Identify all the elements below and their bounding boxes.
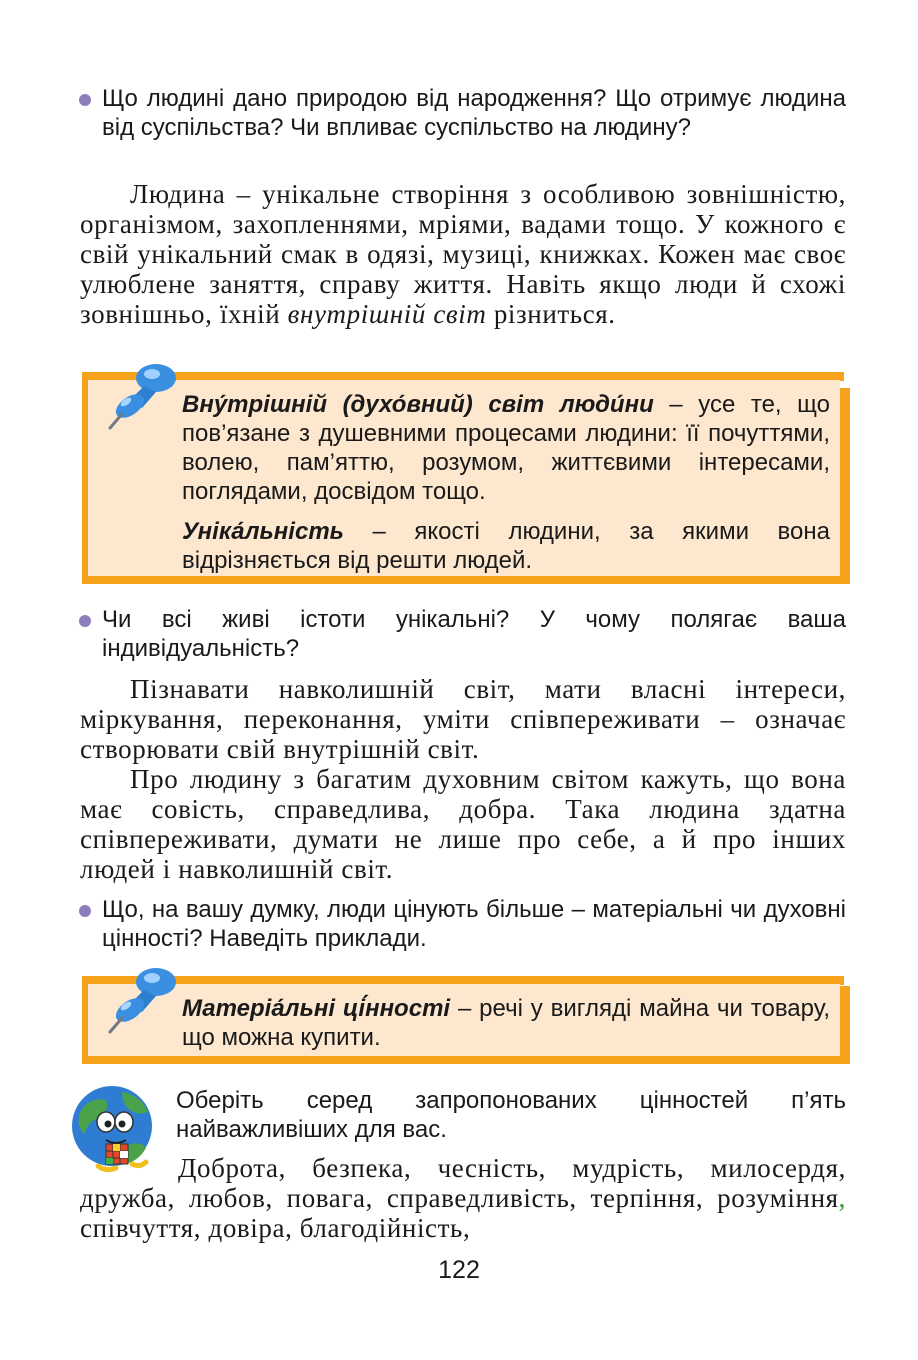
question-2-text: Чи всі живі істоти унікальні? У чому полягає ваша індивідуальність?	[102, 606, 846, 662]
question-1	[78, 84, 846, 142]
term-inner-world: Вну́трішній (духо́вний) світ люди́ни	[182, 391, 654, 418]
definition-box-2	[82, 976, 850, 1064]
paragraph-1	[80, 179, 846, 329]
task-instruction: Оберіть серед запропонованих цінностей п’ять найважливіших для вас.	[176, 1087, 846, 1143]
green-comma: ,	[838, 1183, 846, 1213]
question-3-text: Що, на вашу думку, люди цінують більше – матеріальні чи духовні цінності? Наведіть приклади.	[102, 896, 846, 952]
values-list-text-end: співчуття, довіра, благодійність,	[80, 1213, 471, 1243]
definition-inner-world: – усе те, що пов’язане з душевними процесами людини: її почуттями, волею, пам’яттю, розумом, життєвими інтересами, поглядами, досвідом тощо.	[182, 391, 830, 505]
term-material-values: Матеріа́льні ці́нності	[182, 995, 451, 1022]
definition-2-text	[182, 994, 830, 1063]
definition-uniqueness: – якості людини, за якими вона відрізняється від решти людей.	[182, 518, 830, 574]
pushpin-icon	[100, 356, 180, 442]
paragraph-3: Про людину з багатим духовним світом кажуть, що вона має совість, справедлива, добра. Така людина здатна співпереживати, думати не лише про себе, а й про інших людей і навколишній світ.	[80, 764, 846, 884]
inner-world-emphasis: внутрішній світ	[287, 299, 487, 329]
bullet-icon	[79, 94, 91, 106]
definition-1-text	[182, 390, 830, 586]
pushpin-icon	[100, 960, 180, 1046]
paragraph-2: Пізнавати навколишній світ, мати власні інтереси, міркування, переконання, уміти співпереживати – означає створювати свій внутрішній світ.	[80, 674, 846, 764]
page-number: 122	[438, 1256, 480, 1284]
bullet-icon	[79, 905, 91, 917]
question-1-text: Що людині дано природою від народження? Що отримує людина від суспільства? Чи впливає суспільство на людину?	[102, 85, 846, 141]
paragraph-2-3	[80, 674, 846, 884]
question-2	[78, 605, 846, 663]
question-3	[78, 895, 846, 953]
values-list-text: Доброта, безпека, чесність, мудрість, милосердя, дружба, любов, повага, справедливість, терпіння, розуміння	[80, 1153, 846, 1213]
definition-box-1	[82, 372, 850, 584]
values-list	[80, 1153, 846, 1243]
bullet-icon	[79, 615, 91, 627]
paragraph-1-text: Людина – унікальне створіння з особливою зовнішністю, організмом, захопленнями, мріями, вадами тощо. У кожного є свій унікальний смак в одязі, музиці, книжках. Кожен має своє улюблене заняття, справу життя. Навіть якщо люди й схожі зовнішньо, їхній	[80, 179, 846, 329]
paragraph-1-end: різниться.	[486, 299, 616, 329]
term-uniqueness: Уніка́льність	[182, 518, 344, 545]
definition-material-values: – речі у вигляді майна чи товару, що можна купити.	[182, 995, 830, 1051]
